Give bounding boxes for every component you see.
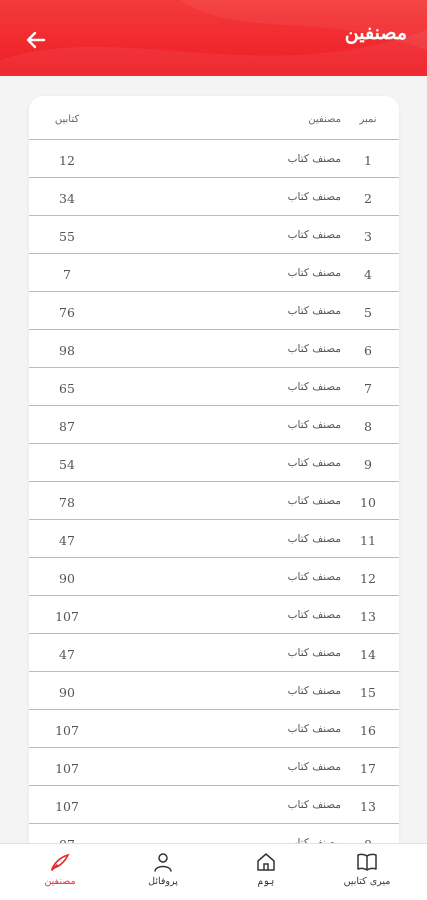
- row-books-count: 47: [59, 533, 75, 548]
- table-row[interactable]: [29, 368, 399, 406]
- row-author: مصنف کتاب: [287, 419, 341, 431]
- nav-label-profile: پروفائل: [148, 876, 178, 887]
- row-author: مصنف کتاب: [287, 343, 341, 355]
- row-books-count: 47: [59, 647, 75, 662]
- nav-label-authors: مصنفین: [44, 876, 76, 887]
- row-books-count: 65: [59, 381, 75, 396]
- nav-item-my-books[interactable]: [317, 850, 417, 898]
- row-author: مصنف کتاب: [287, 685, 341, 697]
- quill-icon: [49, 852, 71, 872]
- book-icon: [356, 852, 378, 872]
- row-author: مصنف کتاب: [287, 191, 341, 203]
- nav-label-my-books: میری کتابیں: [343, 876, 391, 887]
- table-row[interactable]: [29, 330, 399, 368]
- row-author: مصنف کتاب: [287, 153, 341, 165]
- bottom-navigation: [0, 843, 427, 900]
- row-number: 15: [360, 685, 376, 700]
- row-books-count: 107: [55, 761, 79, 776]
- row-books-count: 98: [59, 343, 75, 358]
- row-number: 7: [364, 381, 372, 396]
- row-number: 10: [360, 495, 376, 510]
- row-books-count: 107: [55, 609, 79, 624]
- row-author: مصنف کتاب: [287, 571, 341, 583]
- table-row[interactable]: [29, 634, 399, 672]
- arrow-left-icon: [24, 28, 48, 52]
- row-author: مصنف کتاب: [287, 609, 341, 621]
- row-author: مصنف کتاب: [287, 799, 341, 811]
- row-number: 1: [364, 153, 372, 168]
- table-row[interactable]: [29, 254, 399, 292]
- nav-item-home[interactable]: [216, 850, 316, 898]
- row-books-count: 34: [59, 191, 75, 206]
- table-row[interactable]: [29, 292, 399, 330]
- row-number: 13: [360, 799, 376, 814]
- row-author: مصنف کتاب: [287, 761, 341, 773]
- row-author: مصنف کتاب: [287, 267, 341, 279]
- page-title: مصنفین: [344, 22, 407, 44]
- row-books-count: 107: [55, 723, 79, 738]
- row-author: مصنف کتاب: [287, 723, 341, 735]
- row-author: مصنف کتاب: [287, 533, 341, 545]
- row-number: 11: [360, 533, 376, 548]
- row-books-count: 55: [59, 229, 75, 244]
- row-books-count: 87: [59, 419, 75, 434]
- row-number: 13: [360, 609, 376, 624]
- home-icon: [255, 852, 277, 872]
- app-header: [0, 0, 427, 76]
- table-row[interactable]: [29, 482, 399, 520]
- row-books-count: 76: [59, 305, 75, 320]
- column-header-number: نمبر: [359, 114, 377, 125]
- row-number: 17: [360, 761, 376, 776]
- row-books-count: 7: [63, 267, 71, 282]
- column-header-books: کتابیں: [54, 114, 80, 125]
- table-row[interactable]: [29, 558, 399, 596]
- column-header-author: مصنفین: [308, 114, 341, 125]
- row-number: 6: [364, 343, 372, 358]
- row-number: 14: [360, 647, 376, 662]
- row-number: 4: [364, 267, 372, 282]
- row-books-count: 54: [59, 457, 75, 472]
- table-row[interactable]: [29, 748, 399, 786]
- row-author: مصنف کتاب: [287, 495, 341, 507]
- row-books-count: 107: [55, 799, 79, 814]
- table-row[interactable]: [29, 178, 399, 216]
- row-number: 5: [364, 305, 372, 320]
- row-author: مصنف کتاب: [287, 381, 341, 393]
- row-author: مصنف کتاب: [287, 457, 341, 469]
- user-icon: [152, 852, 174, 872]
- row-number: 2: [364, 191, 372, 206]
- table-row[interactable]: [29, 444, 399, 482]
- row-number: 3: [364, 229, 372, 244]
- nav-item-profile[interactable]: [113, 850, 213, 898]
- authors-table-card: [29, 96, 399, 856]
- table-row[interactable]: [29, 140, 399, 178]
- row-author: مصنف کتاب: [287, 305, 341, 317]
- row-number: 16: [360, 723, 376, 738]
- nav-item-authors[interactable]: [10, 850, 110, 898]
- row-author: مصنف کتاب: [287, 647, 341, 659]
- table-row[interactable]: [29, 596, 399, 634]
- table-header: [29, 96, 399, 140]
- nav-label-home: ہوم: [257, 876, 275, 887]
- row-books-count: 90: [59, 571, 75, 586]
- row-books-count: 12: [59, 153, 75, 168]
- table-row[interactable]: [29, 520, 399, 558]
- row-books-count: 78: [59, 495, 75, 510]
- row-author: مصنف کتاب: [287, 229, 341, 241]
- row-books-count: 90: [59, 685, 75, 700]
- table-row[interactable]: [29, 406, 399, 444]
- table-row[interactable]: [29, 216, 399, 254]
- row-number: 12: [360, 571, 376, 586]
- table-row[interactable]: [29, 710, 399, 748]
- row-number: 9: [364, 457, 372, 472]
- back-button[interactable]: [20, 24, 52, 56]
- row-number: 8: [364, 419, 372, 434]
- table-row[interactable]: [29, 786, 399, 824]
- table-row[interactable]: [29, 672, 399, 710]
